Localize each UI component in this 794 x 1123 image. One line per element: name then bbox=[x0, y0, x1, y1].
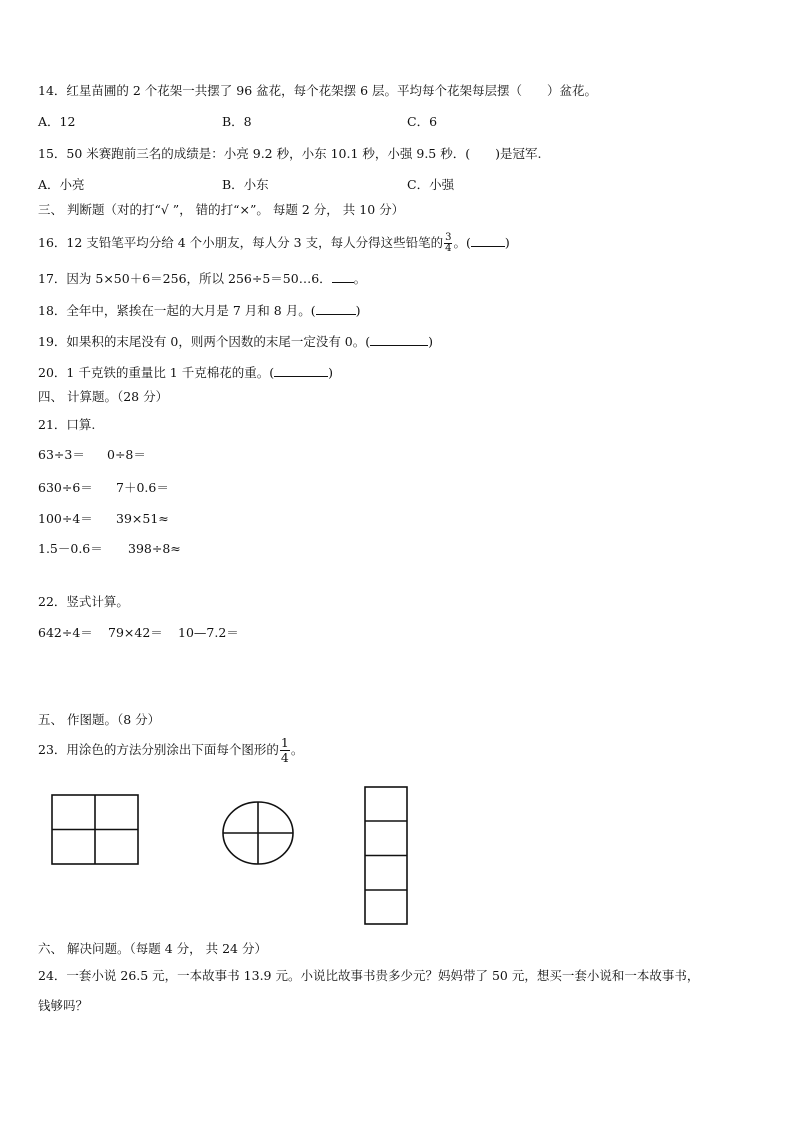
question-19: 19．如果积的末尾没有 0，则两个因数的末尾一定没有 0。( ) bbox=[38, 334, 434, 349]
q15-option-c: C．小强 bbox=[407, 177, 455, 192]
q17-text: 17．因为 5×50＋6＝256，所以 256÷5＝50…6． bbox=[38, 271, 332, 286]
q14-option-b: B．8 bbox=[222, 114, 252, 129]
circle-figure bbox=[223, 802, 293, 864]
q16-text: 16．12 支铅笔平均分给 4 个小朋友，每人分 3 支，每人分得这些铅笔的 bbox=[38, 235, 444, 250]
q19-answer-blank[interactable] bbox=[370, 333, 428, 346]
q17-answer-blank[interactable] bbox=[332, 270, 354, 283]
oral-calc-item: 1.5－0.6＝ bbox=[38, 541, 103, 556]
oral-calc-item: 39×51≈ bbox=[116, 511, 169, 526]
q19-text: 19．如果积的末尾没有 0，则两个因数的末尾一定没有 0。( bbox=[38, 334, 371, 349]
question-21: 21．口算. bbox=[38, 417, 96, 432]
question-22: 22．竖式计算。 bbox=[38, 594, 129, 609]
vertical-calc-item: 79×42＝ bbox=[108, 625, 163, 640]
question-14: 14．红星苗圃的 2 个花架一共摆了 96 盆花，每个花架摆 6 层。平均每个花架每层摆（ ）盆花。 bbox=[38, 83, 598, 98]
oral-calc-item: 0÷8＝ bbox=[107, 447, 146, 462]
q14-option-a: A．12 bbox=[38, 114, 76, 129]
q20-answer-blank[interactable] bbox=[274, 364, 328, 377]
question-20: 20．1 千克铁的重量比 1 千克棉花的重。( ) bbox=[38, 365, 333, 380]
question-23: 23．用涂色的方法分别涂出下面每个图形的 $\frac{1}{4}$ 。 bbox=[38, 735, 304, 765]
q18-answer-blank[interactable] bbox=[316, 302, 356, 315]
section-5-heading: 五、 作图题。（8 分） bbox=[38, 712, 161, 727]
vertical-calc-item: 642÷4＝ bbox=[38, 625, 93, 640]
oral-calc-item: 398÷8≈ bbox=[128, 541, 181, 556]
oral-calc-item: 630÷6＝ bbox=[38, 480, 93, 495]
fraction-one-quarter: $\frac{1}{4}$ bbox=[280, 735, 289, 765]
q15-option-b: B．小东 bbox=[222, 177, 269, 192]
question-16: 16．12 支铅笔平均分给 4 个小朋友，每人分 3 支，每人分得这些铅笔的 $\frac{3}{4}$ 。( ) bbox=[38, 232, 510, 254]
q20-text: 20．1 千克铁的重量比 1 千克棉花的重。( bbox=[38, 365, 275, 380]
q14-option-c: C．6 bbox=[407, 114, 438, 129]
q23-text: 23．用涂色的方法分别涂出下面每个图形的 bbox=[38, 742, 279, 757]
section-3-heading: 三、 判断题（对的打“√ ”， 错的打“×”。 每题 2 分， 共 10 分） bbox=[38, 202, 405, 217]
oral-calc-item: 100÷4＝ bbox=[38, 511, 93, 526]
question-15: 15．50 米赛跑前三名的成绩是：小亮 9.2 秒，小东 10.1 秒，小强 9.5 秒．( )是冠军. bbox=[38, 146, 542, 161]
q18-text: 18．全年中，紧挨在一起的大月是 7 月和 8 月。( bbox=[38, 303, 316, 318]
question-17: 17．因为 5×50＋6＝256，所以 256÷5＝50…6． 。 bbox=[38, 271, 367, 286]
strip-figure bbox=[365, 787, 407, 924]
rectangle-figure bbox=[52, 795, 138, 864]
question-24-line2: 钱够吗？ bbox=[38, 998, 89, 1013]
oral-calc-item: 7＋0.6＝ bbox=[116, 480, 169, 495]
fraction-three-quarters: $\frac{3}{4}$ bbox=[445, 232, 452, 254]
q15-option-a: A．小亮 bbox=[38, 177, 85, 192]
vertical-calc-item: 10—7.2＝ bbox=[178, 625, 239, 640]
oral-calc-item: 63÷3＝ bbox=[38, 447, 85, 462]
question-18: 18．全年中，紧挨在一起的大月是 7 月和 8 月。( ) bbox=[38, 303, 361, 318]
section-4-heading: 四、 计算题。（28 分） bbox=[38, 389, 169, 404]
q16-answer-blank[interactable] bbox=[471, 234, 505, 247]
question-24-line1: 24．一套小说 26.5 元，一本故事书 13.9 元。小说比故事书贵多少元？妈妈带了 50 元，想买一套小说和一本故事书， bbox=[38, 968, 700, 983]
section-6-heading: 六、 解决问题。（每题 4 分， 共 24 分） bbox=[38, 941, 267, 956]
